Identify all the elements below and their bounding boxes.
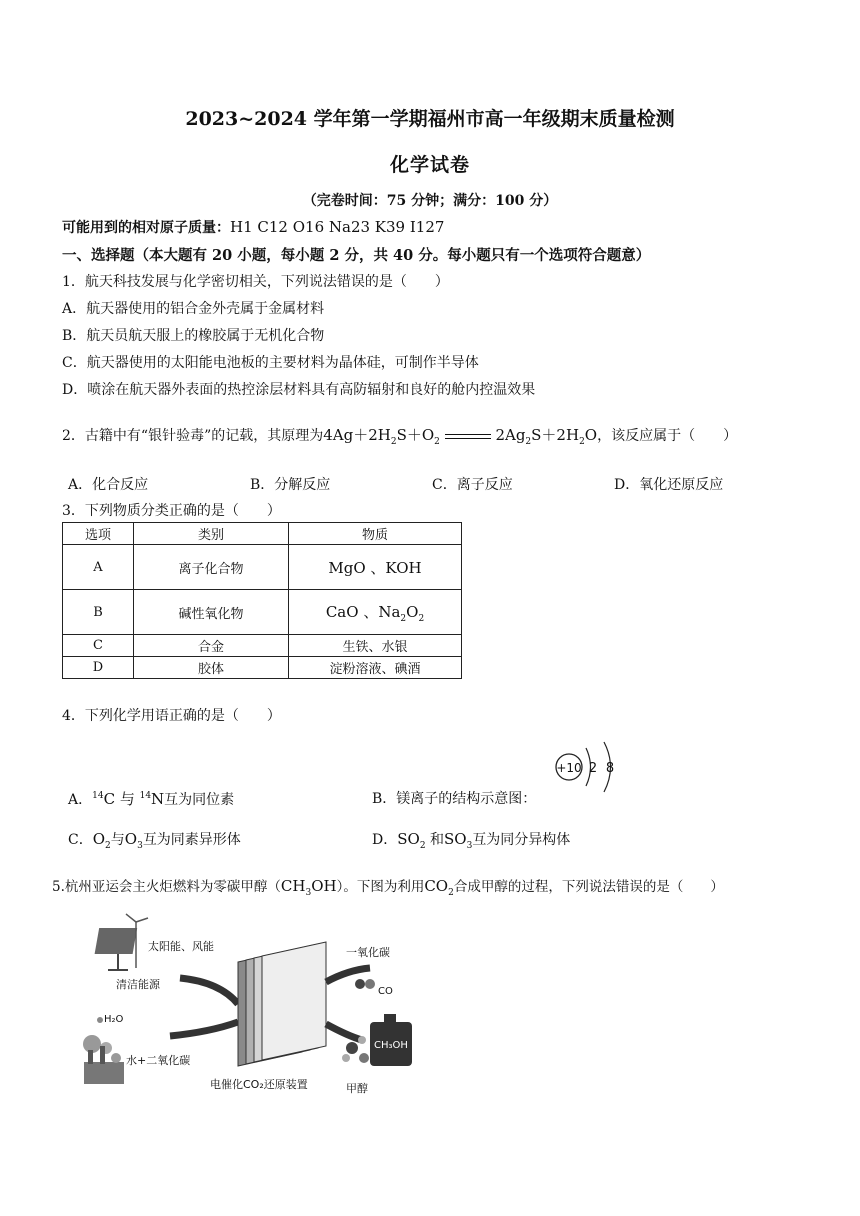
q1-option-b: B．航天员航天服上的橡胶属于无机化合物	[62, 328, 325, 344]
row-substance: CaO 、$Na_2O_2$	[289, 590, 462, 635]
table-row	[63, 590, 462, 635]
q2-option-c: C．离子反应	[432, 477, 513, 493]
q2-equation: $4Ag+2H_2S+O_2$ $2Ag_2S+2H_2O$	[323, 426, 598, 447]
arrow-energy	[180, 978, 238, 1004]
q2-option-b: B．分解反应	[250, 477, 331, 493]
q2-option-a: A．化合反应	[68, 477, 149, 493]
atomic-mass-line	[62, 217, 444, 237]
solar-panel-icon	[95, 928, 138, 970]
row-option: A	[63, 545, 134, 590]
q1-option-a: A．航天器使用的铝合金外壳属于金属材料	[62, 301, 325, 317]
arrow-to-methanol	[326, 1024, 362, 1040]
row-category: 离子化合物	[134, 545, 289, 590]
table-row	[63, 545, 462, 590]
q1-option-d: D．喷涂在航天器外表面的热控涂层材料具有高防辐射和良好的舱内控温效果	[62, 382, 536, 398]
factory-icon	[84, 1046, 124, 1084]
co-molecule-icon	[355, 979, 375, 989]
section-heading: 一、选择题（本大题有 20 小题，每小题 2 分，共 40 分。每小题只有一个选项符合题意）	[62, 247, 651, 264]
row-category: 胶体	[134, 657, 289, 679]
label-canister: CH₃OH	[374, 1040, 408, 1051]
arrow-input	[170, 1022, 238, 1036]
label-co: CO	[378, 986, 393, 997]
q4-stem: 4．下列化学用语正确的是（ ）	[62, 708, 281, 724]
atomic-mass-values: H1 C12 O16 Na23 K39 I127	[230, 218, 445, 236]
row-option: B	[63, 590, 134, 635]
row-option: C	[63, 635, 134, 657]
header-option: 选项	[63, 523, 134, 545]
label-solar-wind: 太阳能、风能	[148, 940, 214, 953]
label-water-co2: 水+二氧化碳	[126, 1054, 191, 1067]
q2-option-d: D．氧化还原反应	[614, 477, 724, 493]
shell2-count: 8	[605, 761, 615, 776]
label-device: 电催化CO₂还原装置	[210, 1078, 308, 1091]
row-category: 碱性氧化物	[134, 590, 289, 635]
row-substance: 生铁、水银	[289, 635, 462, 657]
exam-title: 2023~2024 学年第一学期福州市高一年级期末质量检测	[185, 108, 675, 130]
subject-title: 化学试卷	[389, 154, 470, 176]
nucleus-charge: +10	[556, 761, 582, 775]
q1-option-c: C．航天器使用的太阳能电池板的主要材料为晶体硅，可制作半导体	[62, 355, 479, 371]
table-row	[63, 635, 462, 657]
label-clean-energy: 清洁能源	[116, 978, 160, 991]
table-header-row	[63, 523, 462, 545]
q3-table	[62, 522, 462, 679]
row-category: 合金	[134, 635, 289, 657]
header-substance: 物质	[289, 523, 462, 545]
q4-option-d: D．$SO_2$ 和$SO_3$互为同分异构体	[372, 830, 571, 851]
header-category: 类别	[134, 523, 289, 545]
atomic-mass-label: 可能用到的相对原子质量：	[62, 220, 230, 236]
electrocatalytic-device-icon	[238, 942, 326, 1066]
q4-option-a: A．$^{14}$C 与 $^{14}$N互为同位素	[68, 790, 235, 808]
mg-ion-diagram	[553, 738, 623, 804]
q4-option-b: B．镁离子的结构示意图：	[372, 791, 537, 807]
table-row	[63, 657, 462, 679]
q2-stem-before: 2．古籍中有“银针验毒”的记载，其原理为	[62, 428, 324, 444]
methanol-process-figure	[70, 912, 430, 1112]
label-co-name: 一氧化碳	[346, 946, 390, 959]
row-substance: 淀粉溶液、碘酒	[289, 657, 462, 679]
row-option: D	[63, 657, 134, 679]
q1-stem: 1．航天科技发展与化学密切相关，下列说法错误的是（ ）	[62, 274, 449, 290]
q2-stem	[62, 424, 737, 447]
q4-option-c: C．$O_2$与$O_3$互为同素异形体	[68, 830, 241, 851]
exam-info: （完卷时间：75 分钟；满分：100 分）	[302, 193, 558, 209]
label-methanol: 甲醇	[346, 1082, 368, 1095]
shell1-count: 2	[588, 761, 598, 776]
q5-stem: 5.杭州亚运会主火炬燃料为零碳甲醇$(CH_3OH)$。下图为利用$CO_2$合成甲醇的过程，下列说法错误的是（ ）	[52, 877, 724, 898]
q3-stem: 3．下列物质分类正确的是（ ）	[62, 503, 281, 519]
label-water: H₂O	[104, 1014, 124, 1025]
row-substance: MgO 、KOH	[289, 545, 462, 590]
arrow-to-co	[326, 968, 370, 982]
q2-stem-after: ，该反应属于（ ）	[597, 428, 738, 444]
